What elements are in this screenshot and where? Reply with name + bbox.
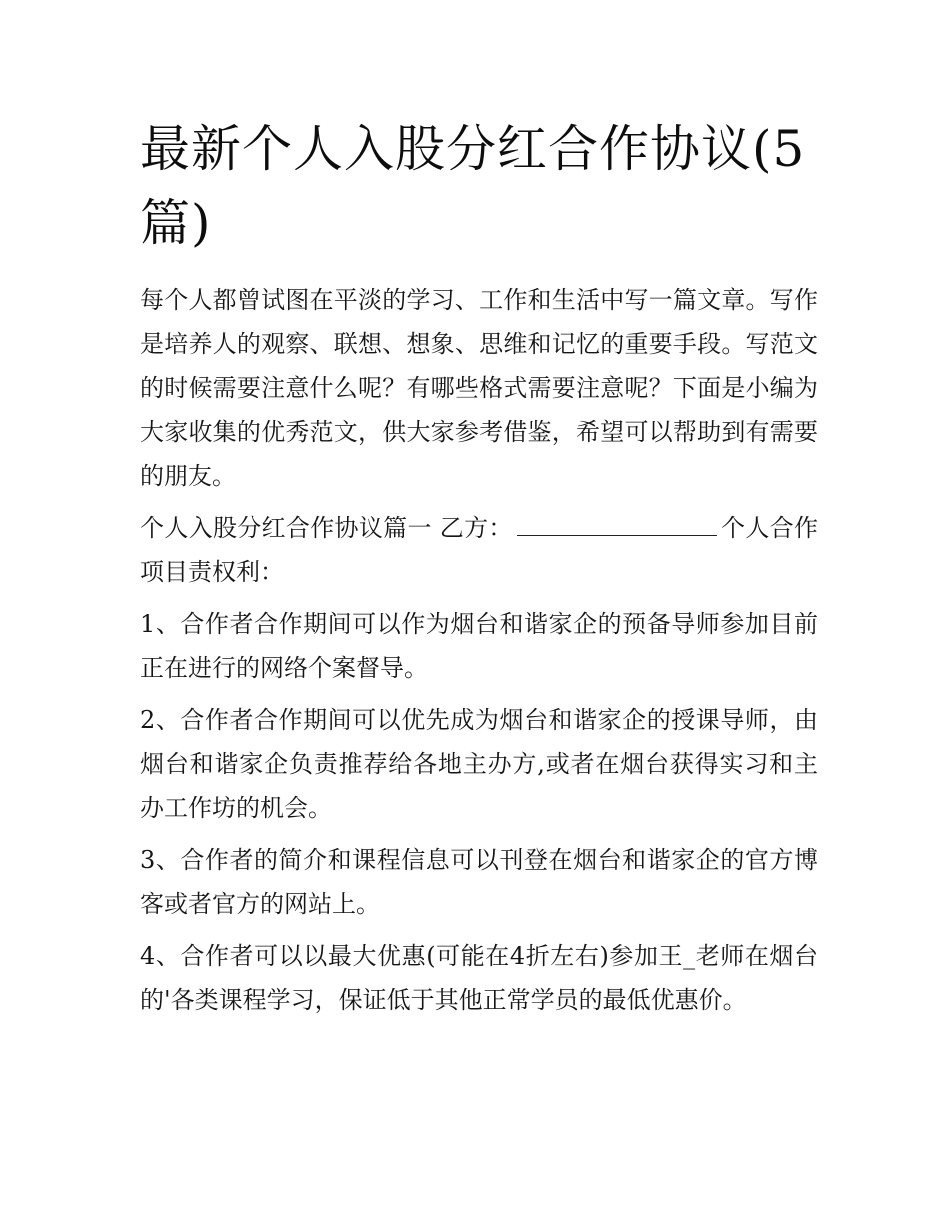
section-heading-lead: 个人入股分红合作协议篇一 乙方： [140,514,513,542]
list-item: 2、合作者合作期间可以优先成为烟台和谐家企的授课导师，由烟台和谐家企负责推荐给各地主办方,或者在烟台获得实习和主办工作坊的机会。 [140,706,818,822]
section-heading-tail: 个人合作项目责权利： [140,514,818,586]
section-heading [140,506,818,594]
list-item: 4、合作者可以以最大优惠(可能在4折左右)参加王_老师在烟台的'各类课程学习，保证低于其他正常学员的最低优惠价。 [140,942,818,1014]
document-title: 最新个人入股分红合作协议(5篇) [140,120,806,252]
document-body [140,278,818,1030]
fill-in-blank [517,513,717,536]
intro-paragraph: 每个人都曾试图在平淡的学习、工作和生活中写一篇文章。写作是培养人的观察、联想、想象、思维和记忆的重要手段。写范文的时候需要注意什么呢？有哪些格式需要注意呢？下面是小编为大家收集的优秀范文，供大家参考借鉴，希望可以帮助到有需要的朋友。 [140,286,818,490]
list-item: 3、合作者的简介和课程信息可以刊登在烟台和谐家企的官方博客或者官方的网站上。 [140,846,818,918]
list-item: 1、合作者合作期间可以作为烟台和谐家企的预备导师参加目前正在进行的网络个案督导。 [140,610,818,682]
